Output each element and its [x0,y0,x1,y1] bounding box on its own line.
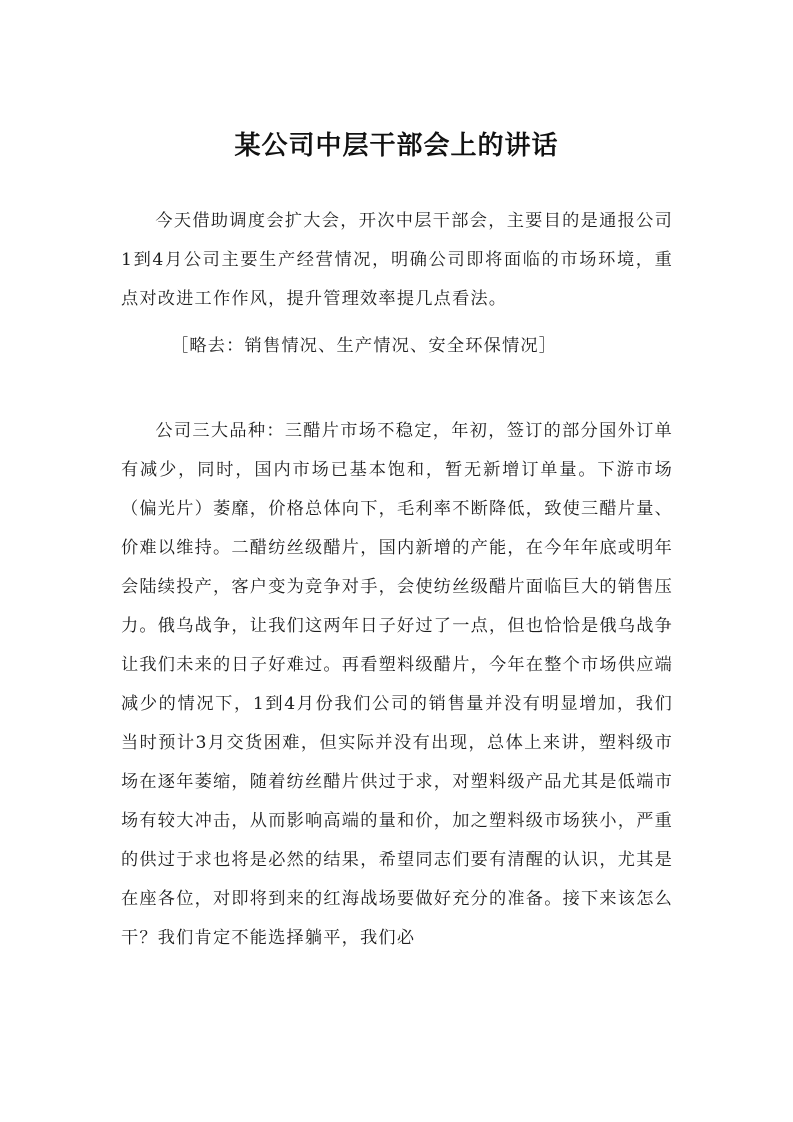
paragraph-products: 公司三大品种：三醋片市场不稳定，年初，签订的部分国外订单有减少，同时，国内市场已基本饱和，暂无新增订单量。下游市场（偏光片）萎靡，价格总体向下，毛利率不断降低，致使三醋片量、价难以维持。二醋纺丝级醋片，国内新增的产能，在今年年底或明年会陆续投产，客户变为竞争对手，会使纺丝级醋片面临巨大的销售压力。俄乌战争，让我们这两年日子好过了一点，但也恰恰是俄乌战争让我们未来的日子好难过。再看塑料级醋片，今年在整个市场供应端减少的情况下，1到4月份我们公司的销售量并没有明显增加，我们当时预计3月交货困难，但实际并没有出现，总体上来讲，塑料级市场在逐年萎缩，随着纺丝醋片供过于求，对塑料级产品尤其是低端市场有较大冲击，从而影响高端的量和价，加之塑料级市场狭小，严重的供过于求也将是必然的结果，希望同志们要有清醒的认识，尤其是在座各位，对即将到来的红海战场要做好充分的准备。接下来该怎么干？我们肯定不能选择躺平，我们必 [121,421,673,948]
paragraph-omitted-note: ［略去：销售情况、生产情况、安全环保情况］ [171,336,558,356]
paragraph-intro: 今天借助调度会扩大会，开次中层干部会，主要目的是通报公司1到4月公司主要生产经营情况，明确公司即将面临的市场环境，重点对改进工作作风，提升管理效率提几点看法。 [121,211,673,309]
page-title: 某公司中层干部会上的讲话 [234,131,559,161]
